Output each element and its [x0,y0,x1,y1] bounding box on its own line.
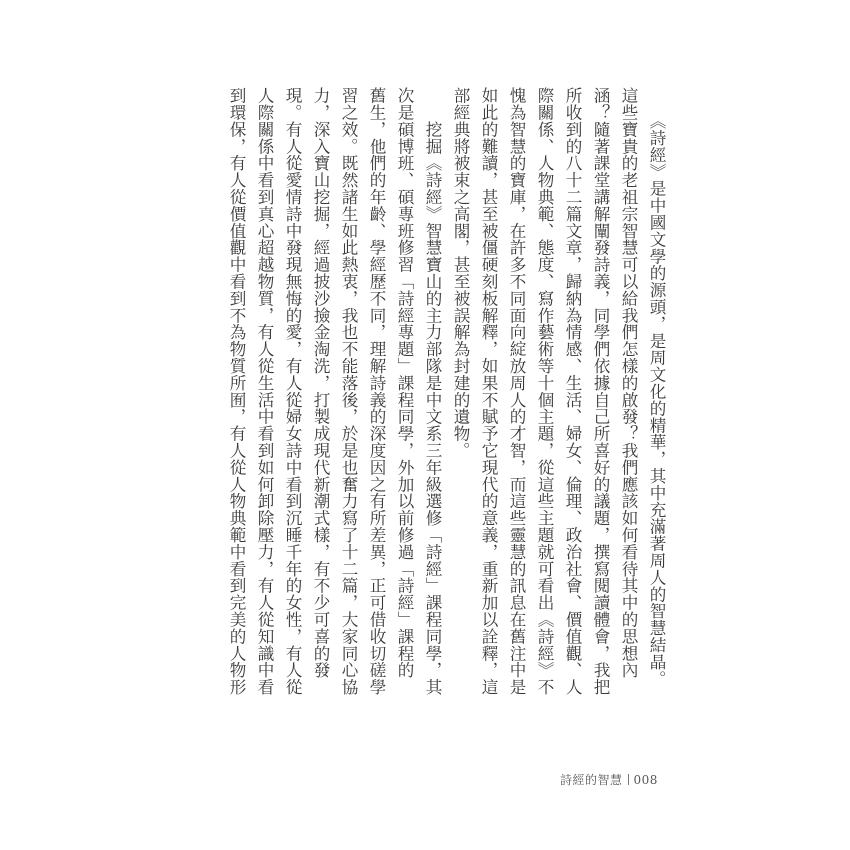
text-column: 現。有人從愛情詩中發現無悔的愛，有人從婦女詩中看到沉睡千年的女性，有人從 [283,87,302,696]
text-column: 《詩經》是中國文學的源頭，是周文化的精華，其中充滿著周人的智慧結晶。 [647,87,666,688]
vertical-text-body [222,87,670,696]
text-column: 所收到的八十二篇文章，歸納為情感、生活、婦女、倫理、政治社會、價值觀、人 [563,87,582,696]
text-column: 挖掘《詩經》智慧寶山的主力部隊是中文系三年級選修「詩經」課程同學，其 [423,87,442,696]
text-column: 人際關係中看到真心超越物質，有人從生活中看到如何卸除壓力，有人從知識中看 [255,87,274,696]
text-column: 次是碩博班、碩專班修習「詩經專題」課程同學，外加以前修過「詩經」課程的 [395,87,414,679]
footer-divider [628,774,629,785]
text-column: 習之效。既然諸生如此熱衷，我也不能落後，於是也奮力寫了十二篇，大家同心協 [339,87,358,696]
text-column: 部經典將被束之高閣，甚至被誤解為封建的遺物。 [451,87,470,459]
text-column: 際關係、人物典範、態度、寫作藝術等十個主題，從這些主題就可看出《詩經》不 [535,87,554,696]
page-number: 008 [633,772,658,787]
text-column: 愧為智慧的寶庫，在許多不同面向綻放周人的才智，而這些靈慧的訊息在舊注中是 [507,87,526,696]
text-column: 舊生，他們的年齡、學經歷不同，理解詩義的深度因之有所差異，正可借收切磋學 [367,87,386,696]
text-column: 如此的難讀，甚至被僵硬刻板解釋，如果不賦予它現代的意義，重新加以詮釋，這 [479,87,498,696]
text-column: 到環保，有人從價值觀中看到不為物質所囿，有人從人物典範中看到完美的人物形 [227,87,246,696]
text-column: 力，深入寶山挖掘，經過披沙撿金淘洗，打製成現代新潮式樣，有不少可喜的發 [311,87,330,679]
text-column: 這些寶貴的老祖宗智慧可以給我們怎樣的啟發？我們應該如何看待其中的思想內 [619,87,638,679]
page-footer [560,771,658,788]
text-column: 涵？隨著課堂講解闡發詩義，同學們依據自己所喜好的議題，撰寫閱讀體會，我把 [591,87,610,696]
running-title: 詩經的智慧 [560,773,623,787]
